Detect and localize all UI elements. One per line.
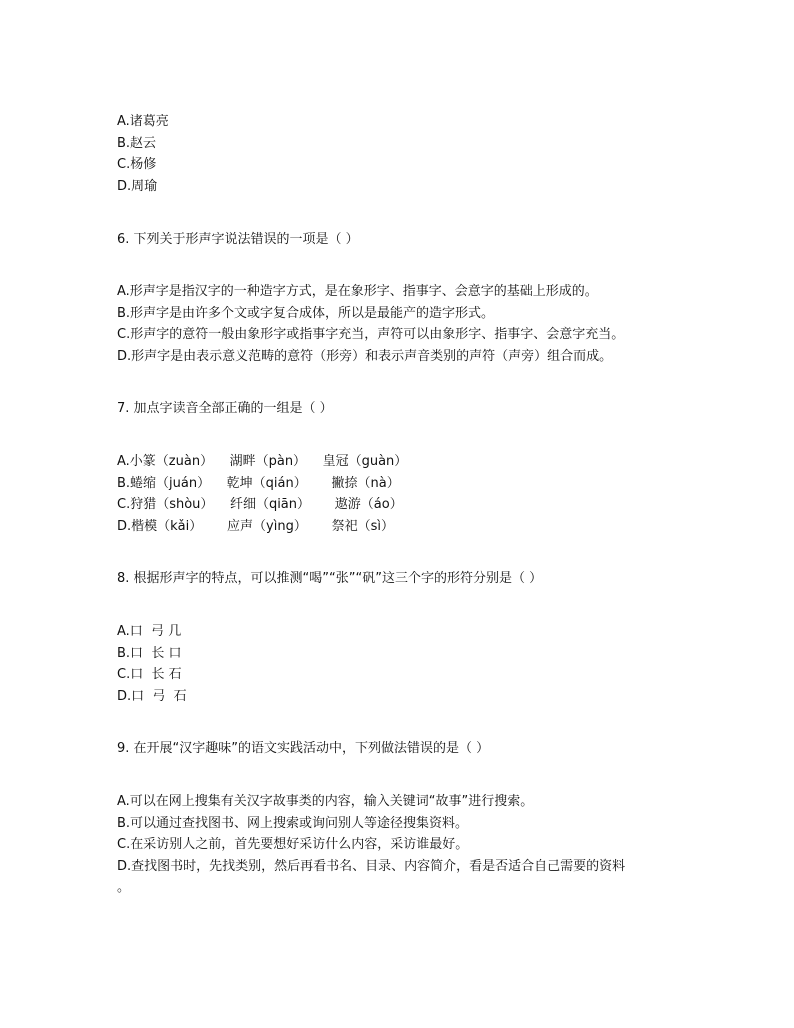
q5-option-a: A.诸葛亮 xyxy=(117,114,169,129)
q9-option-d: D.查找图书时，先找类别，然后再看书名、目录、内容简介，看是否适合自己需要的资料 xyxy=(117,858,626,874)
q5-option-c: C.杨修 xyxy=(117,157,157,172)
q6-question xyxy=(117,229,717,250)
q5-option-b: B.赵云 xyxy=(117,135,157,151)
q7-options xyxy=(117,451,717,537)
q8-options xyxy=(117,621,717,707)
q9-option-b: B.可以通过查找图书、网上搜索或询问别人等途径搜集资料。 xyxy=(117,815,469,831)
q8-question-text: 8. 根据形声字的特点，可以推测“喝”“张”“矾”这三个字的形符分别是（ ） xyxy=(117,571,543,586)
q5-options xyxy=(117,111,717,197)
q8-option-b: B.口 长 口 xyxy=(117,645,182,661)
q9-option-c: C.在采访别人之前，首先要想好采访什么内容，采访谁最好。 xyxy=(117,837,469,852)
q6-option-d: D.形声字是由表示意义范畴的意符（形旁）和表示声音类别的声符（声旁）组合而成。 xyxy=(117,348,613,364)
q9-question xyxy=(117,738,717,759)
q7-question-text: 7. 加点字读音全部正确的一组是（ ） xyxy=(117,401,333,416)
q9-options xyxy=(117,791,757,899)
q7-option-b: B.蜷缩（juán） 乾坤（qián） 撇捺（nà） xyxy=(117,475,400,491)
q7-question xyxy=(117,398,717,419)
q8-option-c: C.口 长 石 xyxy=(117,667,182,682)
q5-option-d: D.周瑜 xyxy=(117,178,158,194)
q7-option-d: D.楷模（kǎi） 应声（yìng） 祭祀（sì） xyxy=(117,518,395,534)
q8-option-a: A.口 弓 几 xyxy=(117,624,182,639)
q9-option-a: A.可以在网上搜集有关汉字故事类的内容，输入关键词“故事”进行搜索。 xyxy=(117,794,534,809)
q7-option-a: A.小篆（zuàn） 湖畔（pàn） 皇冠（guàn） xyxy=(117,454,408,469)
q6-options xyxy=(117,281,757,367)
q6-option-c: C.形声字的意符一般由象形字或指事字充当，声符可以由象形字、指事字、会意字充当。 xyxy=(117,327,625,342)
q6-option-b: B.形声字是由许多个文或字复合成体，所以是最能产的造字形式。 xyxy=(117,305,495,321)
q8-question xyxy=(117,568,717,589)
q6-option-a: A.形声字是指汉字的一种造字方式，是在象形字、指事字、会意字的基础上形成的。 xyxy=(117,284,598,299)
q6-question-text: 6. 下列关于形声字说法错误的一项是（ ） xyxy=(117,232,359,247)
q8-option-d: D.口 弓 石 xyxy=(117,688,187,704)
q9-question-text: 9. 在开展“汉字趣味”的语文实践活动中，下列做法错误的是（ ） xyxy=(117,741,490,756)
q7-option-c: C.狩猎（shòu） 纤细（qiān） 遨游（áo） xyxy=(117,497,403,512)
q9-option-d-continuation: 。 xyxy=(117,880,131,895)
